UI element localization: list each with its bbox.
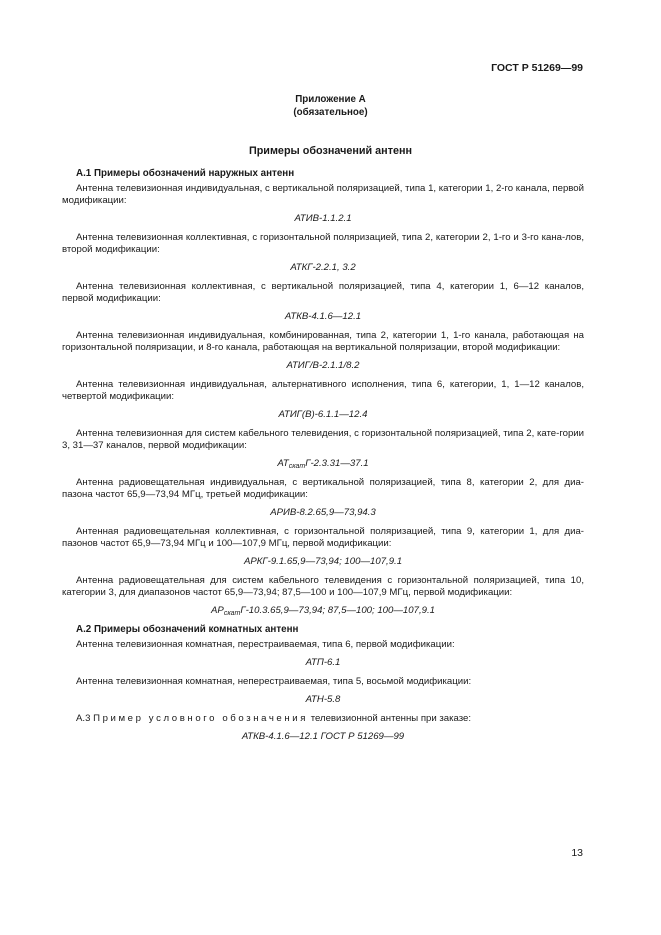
- section-a3-text: [62, 713, 584, 725]
- example-text: Антенна радиовещательная для систем кабельного телевидения с горизонтальной поляризацией, типа 10, категории 3, для диапазонов частот 65,9—73,94; 87,5—100 и 100—107,9 МГц, первой модификации:: [62, 574, 584, 598]
- appendix-note: (обязательное): [293, 106, 368, 118]
- section-a3-spaced-text: Пример условного обозначения: [93, 712, 309, 724]
- designation-code: АРКГ-9.1.65,9—73,94; 100—107,9.1: [243, 555, 403, 567]
- code-subscript: скат: [288, 462, 306, 470]
- designation-code: АТКВ-4.1.6—12.1: [284, 311, 362, 323]
- example-text: Антенна радиовещательная индивидуальная, с вертикальной поляризацией, типа 8, категории 2, для диа-пазона частот 65,9—73,94 МГц, третьей модификации:: [62, 476, 584, 500]
- page-number: 13: [571, 847, 583, 859]
- designation-code: АТИВ-1.1.2.1: [294, 213, 352, 225]
- code-prefix: АТ: [277, 457, 289, 469]
- designation-code: АРИВ-8.2.65,9—73,94.3: [270, 506, 376, 518]
- designation-code: [62, 458, 584, 470]
- document-number: ГОСТ Р 51269—99: [491, 62, 583, 74]
- example-text: Антенна телевизионная комнатная, неперестраиваемая, типа 5, восьмой модификации:: [76, 676, 472, 688]
- example-text: Антенна телевизионная коллективная, с горизонтальной поляризацией, типа 2, категории 2, 1-го и 3-го кана-лов, второй модификации:: [62, 232, 584, 256]
- example-text: Антенна телевизионная комнатная, перестраиваемая, типа 6, первой модификации:: [76, 639, 455, 651]
- section-a1-heading: А.1 Примеры обозначений наружных антенн: [76, 168, 295, 179]
- code-suffix: Г-2.3.31—37.1: [305, 457, 369, 469]
- designation-code: АТН-5.8: [305, 694, 341, 705]
- designation-code: АТП-6.1: [305, 657, 341, 669]
- section-a2-heading: А.2 Примеры обозначений комнатных антенн: [76, 623, 299, 635]
- designation-code: АТИГ/В-2.1.1/8.2: [286, 360, 360, 372]
- designation-code: АТКГ-2.2.1, 3.2: [290, 262, 356, 274]
- example-text: Антенна телевизионная для систем кабельного телевидения, с горизонтальной поляризацией, типа 2, кате-гории 3, 31—37 каналов, первой модификации:: [62, 428, 584, 451]
- example-text: Антенна телевизионная индивидуальная, с вертикальной поляризацией, типа 1, категории 1, 2-го канала, первой модификации:: [62, 183, 584, 207]
- example-text: Антенна телевизионная индивидуальная, альтернативного исполнения, типа 6, категории, 1, 1—12 каналов, четвертой модификации:: [62, 379, 584, 403]
- main-title: Примеры обозначений антенн: [248, 145, 413, 157]
- example-text: Антенна телевизионная индивидуальная, комбинированная, типа 2, категории 1, 1-го канала, работающая на горизонтальной поляризации, и 8-го канала, работающая на вертикальной поляризации, второй модификации:: [62, 330, 584, 354]
- section-a3-label: А.3: [76, 712, 91, 724]
- code-prefix: АР: [211, 604, 224, 616]
- code-subscript: скат: [223, 609, 241, 617]
- section-a3-tail: телевизионной антенны при заказе:: [310, 712, 472, 724]
- code-suffix: Г-10.3.65,9—73,94; 87,5—100; 100—107,9.1: [240, 604, 435, 616]
- designation-code: АТИГ(В)-6.1.1—12.4: [278, 409, 368, 421]
- designation-code: [62, 605, 584, 617]
- appendix-title: Приложение А: [295, 94, 366, 105]
- appendix-heading: [0, 94, 661, 119]
- document-body: [62, 168, 584, 750]
- example-text: Антенна телевизионная коллективная, с вертикальной поляризацией, типа 4, категории 1, 6—12 каналов, первой модификации:: [62, 281, 584, 305]
- example-text: Антенная радиовещательная коллективная, с горизонтальной поляризацией, типа 9, категории 1, для диа-пазонов частот 65,9—73,94 МГц и 100—107,9 МГц, первой модификации:: [62, 525, 584, 549]
- order-designation-code: АТКВ-4.1.6—12.1 ГОСТ Р 51269—99: [241, 730, 405, 742]
